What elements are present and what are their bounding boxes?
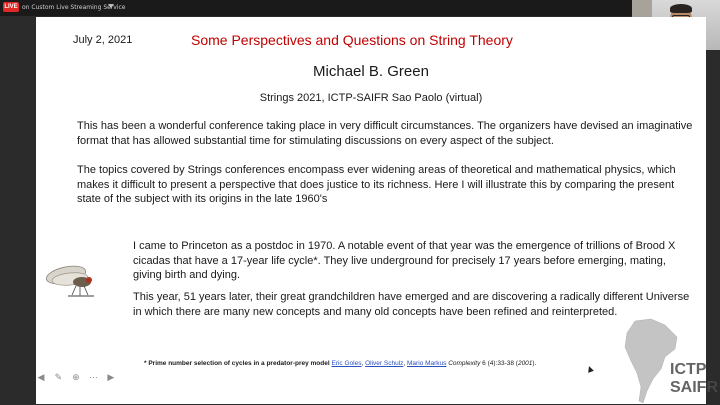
live-badge[interactable]: LIVE	[4, 4, 18, 10]
participant-hair	[670, 4, 692, 13]
footnote-prefix: * Prime number selection of cycles in a predator-prey model	[144, 360, 330, 367]
slide-conference: Strings 2021, ICTP-SAIFR Sao Paolo (virtual)	[259, 92, 483, 104]
paragraph-this-year: This year, 51 years later, their great grandchildren have emerged and are discovering a radically different Universe in which there are many new concepts and many old concepts have been refined and reinterpreted.	[133, 291, 690, 318]
zoom-icon[interactable]: ⊕	[72, 372, 80, 382]
presentation-slide	[36, 17, 718, 404]
mouse-cursor-icon	[586, 365, 594, 373]
ictp-saifr-logo	[670, 361, 718, 397]
footnote-suffix: ).	[532, 360, 537, 367]
paragraph-topics: The topics covered by Strings conferences encompass ever widening areas of theoretical and mathematical physics, which makes it difficult to present a perspective that does justice to its richness. Here I will illustrate this by comparing the present state of the subject with its origins in the late 1960's	[77, 164, 676, 205]
logo-line-1: ICTP	[670, 361, 707, 378]
next-slide-icon[interactable]: ▶	[107, 372, 115, 382]
footnote-author-link[interactable]: Eric Goles	[331, 360, 362, 367]
footnote-author-link[interactable]: Mario Markus	[407, 360, 447, 367]
slide-toolbar	[36, 367, 119, 381]
footnote-citation: 6 (4):33-38 (	[482, 360, 518, 367]
pen-icon[interactable]: ✎	[54, 372, 63, 382]
slide-date: July 2, 2021	[73, 34, 133, 46]
cicada-illustration	[44, 255, 100, 299]
previous-slide-icon[interactable]: ◀	[37, 372, 45, 382]
slide-title: Some Perspectives and Questions on String Theory	[191, 32, 513, 48]
paragraph-princeton: I came to Princeton as a postdoc in 1970. A notable event of that year was the emergence of trillions of Brood X cicadas that have a 17-year life cycle*. They live underground for precisely 17 years before emerging, mating, giving birth and dying.	[133, 240, 676, 281]
footnote-author-link[interactable]: Oliver Schulz	[365, 360, 404, 367]
chevron-down-icon[interactable]	[108, 4, 114, 8]
logo-line-2: SAIFR	[670, 379, 718, 396]
footnote-year: 2001	[517, 360, 533, 367]
footnote: * Prime number selection of cycles in a predator-prey model Eric Goles, Oliver Schulz, Mario Markus Complexity 6 (4):33-38 (2001).	[144, 360, 537, 367]
stream-service-label[interactable]: on Custom Live Streaming Service	[22, 4, 126, 11]
slide-author: Michael B. Green	[313, 63, 429, 80]
paragraph-intro: This has been a wonderful conference taking place in very difficult circumstances. The organizers have devised an imaginative format that has allowed substantial time for stimulating discussions on every aspect of the subject.	[77, 120, 693, 147]
more-options-icon[interactable]: ⋯	[88, 372, 98, 382]
top-bar	[0, 0, 720, 16]
footnote-journal: Complexity	[448, 360, 481, 367]
